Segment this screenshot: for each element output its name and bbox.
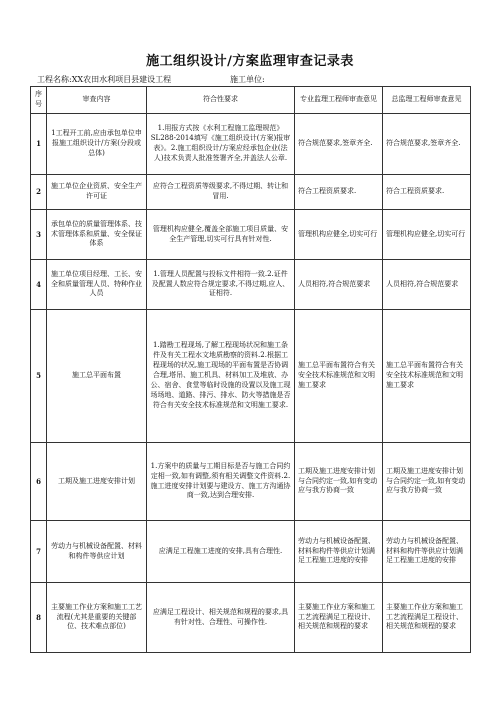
review-item: 施工单位项目经理、工长、安全和质量管理人员、特种作业人员 <box>47 260 147 310</box>
review-item: 承包单位的质量管理体系、技术管理体系和质量、安全保证体系 <box>47 210 147 260</box>
review-item: 施工总平面布置 <box>47 310 147 443</box>
supervisor-opinion: 符合工程资质要求. <box>295 175 383 210</box>
table-row <box>31 310 471 443</box>
row-number: 8 <box>31 583 47 653</box>
row-number: 1 <box>31 114 47 175</box>
table-row <box>31 583 471 653</box>
header-chief-opinion: 总监理工程师审查意见 <box>383 87 471 114</box>
review-item: 工期及施工进度安排计划 <box>47 443 147 521</box>
review-item: 劳动力与机械设备配置、材料和构件等供应计划 <box>47 521 147 583</box>
chief-opinion: 主要施工作业方案和施工工艺流程满足工程设计、相关规范和规程的要求 <box>383 583 471 653</box>
chief-opinion: 工期及施工进度安排计划与合同约定一致,如有变动应与我方协商一致 <box>383 443 471 521</box>
supervisor-opinion: 劳动力与机械设备配置、材料和构件等供应计划满足工程施工进度的安排 <box>295 521 383 583</box>
row-number: 2 <box>31 175 47 210</box>
requirement: 1.方案中的质量与工期目标是否与施工合同约定相一致,如有调整,须有相关调整文件资料.2.施工进度安排计划要与建设方、施工方沟通协商一致,达到合理安排. <box>147 443 295 521</box>
chief-opinion: 施工总平面布置符合有关安全技术标准规范和文明施工要求 <box>383 310 471 443</box>
review-table <box>30 86 471 653</box>
supervisor-opinion: 管理机构应健全,切实可行 <box>295 210 383 260</box>
chief-opinion: 劳动力与机械设备配置、材料和构件等供应计划满足工程施工进度的安排 <box>383 521 471 583</box>
supervisor-opinion: 工期及施工进度安排计划与合同约定一致,如有变动应与我方协商一致 <box>295 443 383 521</box>
requirement: 应满足工程施工进度的安排,具有合理性. <box>147 521 295 583</box>
table-row <box>31 443 471 521</box>
table-row <box>31 175 471 210</box>
chief-opinion: 管理机构应健全,切实可行 <box>383 210 471 260</box>
header-no: 序号 <box>31 87 47 114</box>
row-number: 4 <box>31 260 47 310</box>
requirement: 1.用报方式按《水利工程施工监理规范》SL288-2014填写《施工组织设计(方案)报审表》。2.施工组织设计/方案应经承包企业(法人)技术负责人批准签署齐全,并盖法人公章. <box>147 114 295 175</box>
review-item: 1工程开工前,应由承包单位申报施工组织设计/方案(分段或总体) <box>47 114 147 175</box>
header-supervisor-opinion: 专业监理工程师审查意见 <box>295 87 383 114</box>
requirement: 管理机构应健全,覆盖全部施工项目质量、安全生产管理,切实可行具有针对性. <box>147 210 295 260</box>
supervisor-opinion: 人员相符,符合规范要求 <box>295 260 383 310</box>
requirement: 应满足工程设计、相关规范和规程的要求,具有针对性、合理性、可操作性. <box>147 583 295 653</box>
supervisor-opinion: 施工总平面布置符合有关安全技术标准规范和文明施工要求 <box>295 310 383 443</box>
supervisor-opinion: 符合规范要求,签章齐全. <box>295 114 383 175</box>
row-number: 3 <box>31 210 47 260</box>
table-row <box>31 521 471 583</box>
review-item: 主要施工作业方案和施工工艺流程(尤其是重要的关键部位、技术难点部位) <box>47 583 147 653</box>
header-compliance-requirement: 符合性要求 <box>147 87 295 114</box>
chief-opinion: 人员相符,符合规范要求 <box>383 260 471 310</box>
requirement: 1.管理人员配置与投标文件相符一致.2.证件及配置人数应符合规定要求,不得过期,应人、证相符. <box>147 260 295 310</box>
requirement: 应符合工程资质等级要求,不得过期、转让和冒用. <box>147 175 295 210</box>
chief-opinion: 符合工程资质要求. <box>383 175 471 210</box>
requirement: 1.踏勘工程现场,了解工程现场状况和施工条件及有关工程水文地质勘察的资料.2.根据工程现场的状况,施工现场的平面布置是否协调合理,塔吊、施工机具、材料加工及堆放、办公、宿舍、食堂等临时设施的设置以及施工现场场地、道路、排污、排水、防火等措施是否符合有关安全技术标准规范和文明施工要求. <box>147 310 295 443</box>
project-name-label: 工程名称:XX农田水利项目县建设工程 <box>37 75 172 84</box>
table-row <box>31 210 471 260</box>
row-number: 6 <box>31 443 47 521</box>
contractor-label: 施工单位: <box>230 75 265 84</box>
supervisor-opinion: 主要施工作业方案和施工工艺流程满足工程设计、相关规范和规程的要求 <box>295 583 383 653</box>
row-number: 7 <box>31 521 47 583</box>
page-title: 施工组织设计/方案监理审查记录表 <box>146 54 354 69</box>
table-header-row <box>31 87 471 114</box>
row-number: 5 <box>31 310 47 443</box>
table-row <box>31 114 471 175</box>
table-row <box>31 260 471 310</box>
review-item: 施工单位企业资质、安全生产许可证 <box>47 175 147 210</box>
chief-opinion: 符合规范要求,签章齐全. <box>383 114 471 175</box>
header-review-content: 审查内容 <box>47 87 147 114</box>
